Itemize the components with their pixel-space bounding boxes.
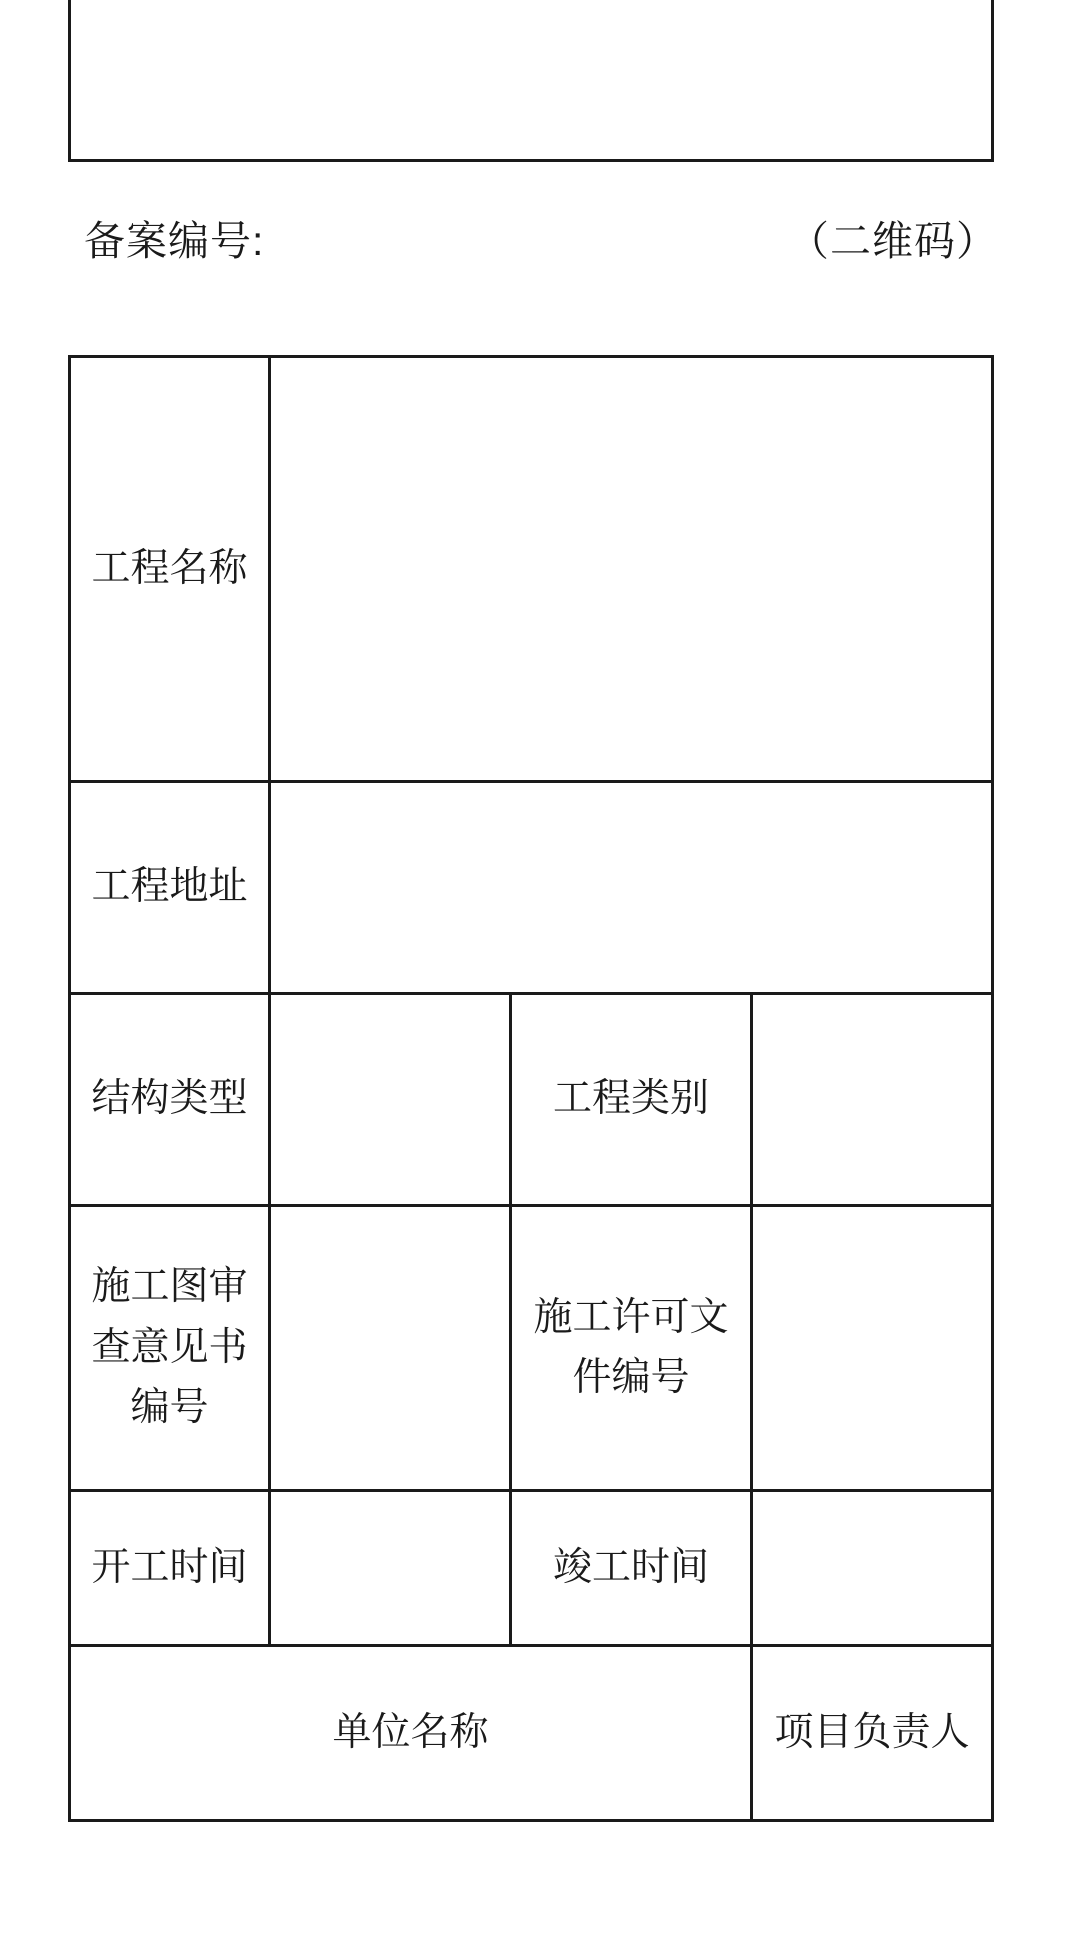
table-row-project-address xyxy=(70,782,993,994)
finish-time-label: 竣工时间 xyxy=(511,1491,752,1646)
unit-name-label: 单位名称 xyxy=(70,1646,752,1821)
record-number-label: 备案编号: xyxy=(84,218,265,264)
finish-time-value[interactable] xyxy=(752,1491,993,1646)
project-name-value[interactable] xyxy=(270,357,993,782)
record-number-line xyxy=(68,198,998,328)
drawing-review-value[interactable] xyxy=(270,1206,511,1491)
project-category-value[interactable] xyxy=(752,994,993,1206)
table-row-time xyxy=(70,1491,993,1646)
drawing-review-label: 施工图审查意见书编号 xyxy=(70,1206,270,1491)
project-info-table xyxy=(68,355,994,1822)
project-category-label: 工程类别 xyxy=(511,994,752,1206)
structure-type-value[interactable] xyxy=(270,994,511,1206)
start-time-label: 开工时间 xyxy=(70,1491,270,1646)
construction-permit-label: 施工许可文件编号 xyxy=(511,1206,752,1491)
start-time-value[interactable] xyxy=(270,1491,511,1646)
table-row-structure-type xyxy=(70,994,993,1206)
project-leader-label: 项目负责人 xyxy=(752,1646,993,1821)
table-row-drawing-review xyxy=(70,1206,993,1491)
construction-permit-value[interactable] xyxy=(752,1206,993,1491)
qr-code-note: （二维码） xyxy=(788,218,998,264)
project-name-label: 工程名称 xyxy=(70,357,270,782)
project-address-value[interactable] xyxy=(270,782,993,994)
project-address-label: 工程地址 xyxy=(70,782,270,994)
table-row-unit-header xyxy=(70,1646,993,1821)
table-row-project-name xyxy=(70,357,993,782)
top-empty-frame xyxy=(68,0,994,162)
structure-type-label: 结构类型 xyxy=(70,994,270,1206)
